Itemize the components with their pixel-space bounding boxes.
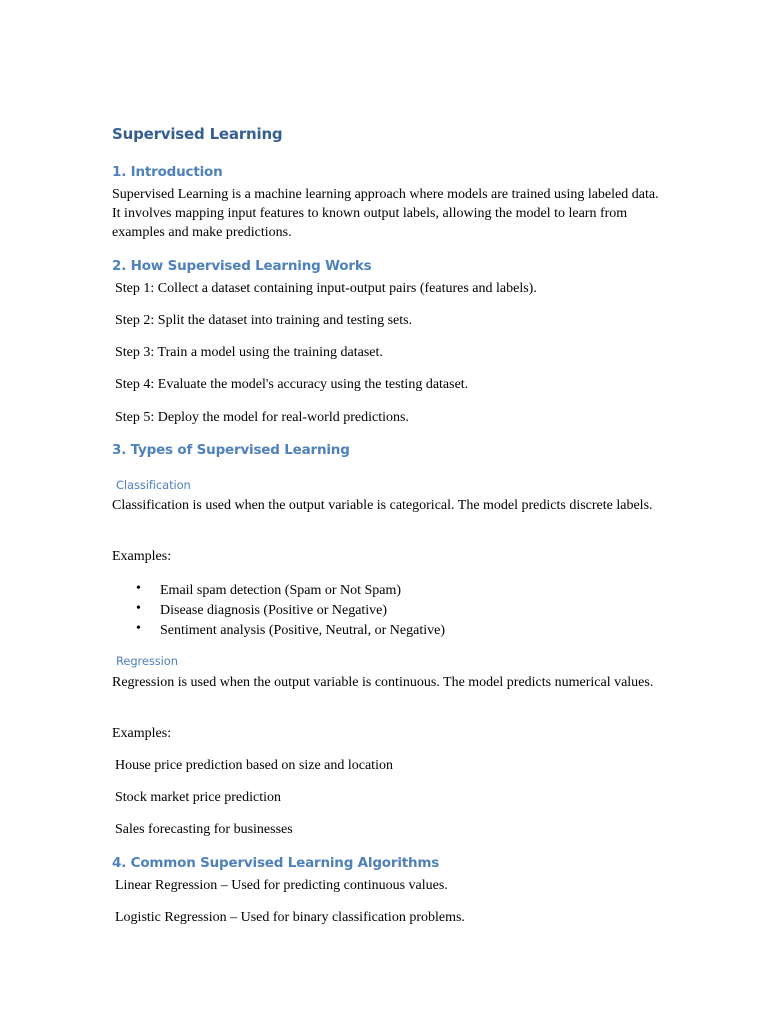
- intro-heading: 1. Introduction: [112, 164, 223, 180]
- classification-paragraph: Classification is used when the output variable is categorical. The model predicts discrete labels.: [112, 498, 653, 513]
- bullet-marker: •: [136, 581, 141, 596]
- algorithm-item-1: Linear Regression – Used for predicting continuous values.: [115, 878, 448, 893]
- types-heading: 3. Types of Supervised Learning: [112, 442, 350, 458]
- step-2: Step 2: Split the dataset into training and testing sets.: [115, 313, 413, 328]
- classification-example-2: Disease diagnosis (Positive or Negative): [160, 603, 388, 618]
- step-4: Step 4: Evaluate the model's accuracy using the testing dataset.: [115, 377, 469, 392]
- classification-examples-label: Examples:: [112, 549, 172, 564]
- step-5: Step 5: Deploy the model for real-world predictions.: [115, 410, 409, 425]
- step-3: Step 3: Train a model using the training dataset.: [115, 345, 383, 360]
- bullet-marker: •: [136, 621, 141, 636]
- document-title: Supervised Learning: [112, 125, 283, 143]
- algorithm-item-2: Logistic Regression – Used for binary classification problems.: [115, 910, 465, 925]
- classification-example-3: Sentiment analysis (Positive, Neutral, or Negative): [160, 623, 445, 638]
- regression-example-1: House price prediction based on size and location: [115, 758, 393, 773]
- intro-paragraph: Supervised Learning is a machine learning approach where models are trained using labeled data. It involves mapping input features to known output labels, allowing the model to learn from examples and make predictions.: [112, 187, 659, 240]
- how-heading: 2. How Supervised Learning Works: [112, 258, 372, 274]
- classification-example-1: Email spam detection (Spam or Not Spam): [160, 583, 402, 598]
- bullet-marker: •: [136, 601, 141, 616]
- step-1: Step 1: Collect a dataset containing input-output pairs (features and labels).: [115, 281, 537, 296]
- regression-example-3: Sales forecasting for businesses: [115, 822, 293, 837]
- regression-example-2: Stock market price prediction: [115, 790, 281, 805]
- regression-examples-label: Examples:: [112, 726, 172, 741]
- regression-paragraph: Regression is used when the output variable is continuous. The model predicts numerical values.: [112, 675, 654, 690]
- classification-heading: Classification: [116, 478, 191, 492]
- algorithms-heading: 4. Common Supervised Learning Algorithms: [112, 855, 440, 871]
- regression-heading: Regression: [116, 654, 178, 668]
